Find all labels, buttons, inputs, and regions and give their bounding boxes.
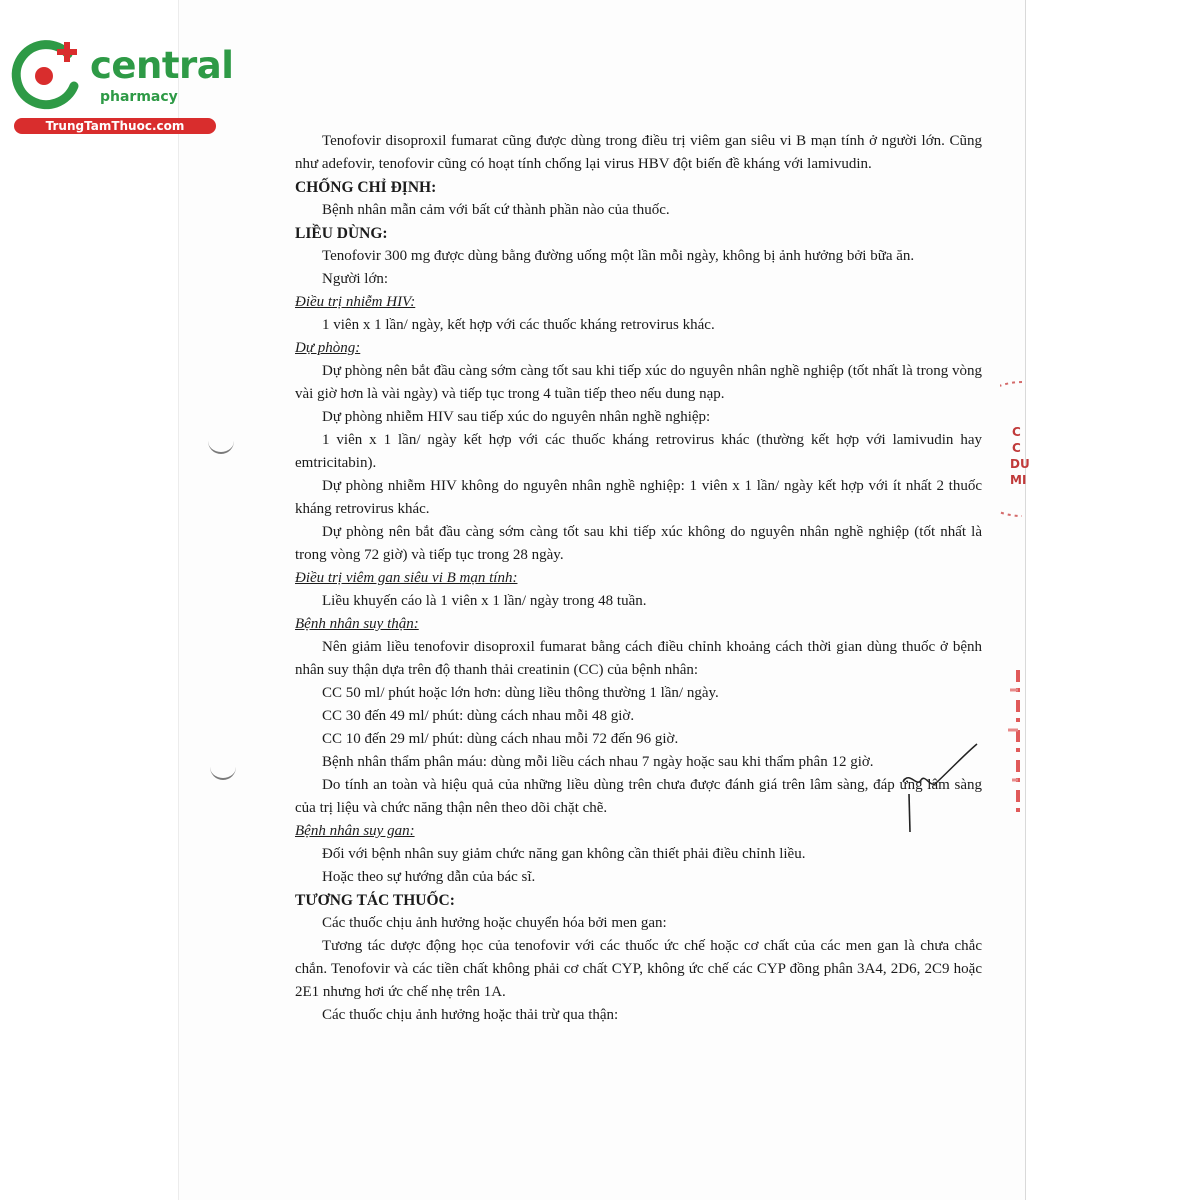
dosage-text: Tenofovir 300 mg được dùng bằng đường uống một lần mỗi ngày, không bị ảnh hưởng bởi bữa ăn.: [322, 248, 915, 264]
red-seal-edge-icon: [1004, 670, 1024, 820]
interactions-heading: TƯƠNG TÁC THUỐC:: [295, 892, 455, 909]
brand-subtitle: pharmacy: [100, 89, 178, 105]
hepatic-paragraph: Đối với bệnh nhân suy giảm chức năng gan không cần thiết phải điều chỉnh liều.: [322, 846, 806, 862]
renal-paragraph: Nên giảm liều tenofovir disoproxil fumarat bằng cách điều chỉnh khoảng cách thời gian dùng thuốc ở bệnh nhân suy thận dựa trên độ thanh thải creatinin (CC) của bệnh nhân:: [295, 639, 982, 678]
interactions-paragraph: Tương tác dược động học của tenofovir với các thuốc ức chế hoặc cơ chất của các men gan là chưa chắc chắn. Tenofovir và các tiền chất không phải cơ chất CYP, không ức chế các CYP đồng phân 3A4, 2D6, 2C9 hoặc 2E1 nhưng hơi ức chế nhẹ trên 1A.: [295, 938, 982, 1000]
hiv-treatment-subheading: Điều trị nhiễm HIV:: [295, 294, 416, 310]
stamp-letter: C: [1012, 441, 1021, 455]
renal-paragraph: CC 50 ml/ phút hoặc lớn hơn: dùng liều thông thường 1 lần/ ngày.: [322, 685, 719, 701]
stamp-mark: [1000, 380, 1030, 520]
dosage-heading: LIỀU DÙNG:: [295, 225, 388, 242]
brand-name: central: [90, 44, 234, 87]
hepatic-subheading: Bệnh nhân suy gan:: [295, 823, 415, 839]
contraindications-heading: CHỐNG CHỈ ĐỊNH:: [295, 179, 437, 196]
renal-paragraph: Do tính an toàn và hiệu quả của những liều dùng trên chưa được đánh giá trên lâm sàng, đáp ứng lâm sàng của trị liệu và chức năng thận nên theo dõi chặt chẽ.: [295, 777, 982, 816]
stamp-letter: C: [1012, 425, 1021, 439]
interactions-paragraph: Các thuốc chịu ảnh hưởng hoặc thải trừ qua thận:: [322, 1007, 619, 1023]
hepatic-paragraph: Hoặc theo sự hướng dẫn của bác sĩ.: [322, 869, 536, 885]
adults-label: Người lớn:: [322, 271, 389, 287]
renal-subheading: Bệnh nhân suy thận:: [295, 616, 419, 632]
document-body: [295, 130, 982, 1027]
prevention-paragraph: Dự phòng nên bắt đầu càng sớm càng tốt sau khi tiếp xúc do nguyên nhân nghề nghiệp (tốt nhất là trong vòng vài giờ hơn là vài ngày) và tiếp tục trong 4 tuần tiếp theo nếu dung nạp.: [295, 363, 982, 402]
site-badge[interactable]: TrungTamThuoc.com: [14, 118, 216, 134]
prevention-paragraph: Dự phòng nhiễm HIV không do nguyên nhân nghề nghiệp: 1 viên x 1 lần/ ngày kết hợp với ít nhất 2 thuốc kháng retrovirus khác.: [295, 478, 982, 517]
prevention-paragraph: Dự phòng nhiễm HIV sau tiếp xúc do nguyên nhân nghề nghiệp:: [322, 409, 711, 425]
contraindications-text: Bệnh nhân mẫn cảm với bất cứ thành phần nào của thuốc.: [322, 202, 670, 218]
interactions-paragraph: Các thuốc chịu ảnh hưởng hoặc chuyển hóa bởi men gan:: [322, 915, 667, 931]
stamp-letter: MI: [1010, 473, 1027, 487]
renal-paragraph: CC 10 đến 29 ml/ phút: dùng cách nhau mỗi 72 đến 96 giờ.: [322, 731, 679, 747]
prevention-paragraph: 1 viên x 1 lần/ ngày kết hợp với các thuốc kháng retrovirus khác (thường kết hợp với lamivudin hay emtricitabin).: [295, 432, 982, 471]
hiv-treatment-text: 1 viên x 1 lần/ ngày, kết hợp với các thuốc kháng retrovirus khác.: [322, 317, 715, 333]
central-pharmacy-logo[interactable]: [8, 36, 234, 136]
hbv-subheading: Điều trị viêm gan siêu vi B mạn tính:: [295, 570, 518, 586]
renal-paragraph: CC 30 đến 49 ml/ phút: dùng cách nhau mỗi 48 giờ.: [322, 708, 635, 724]
prevention-subheading: Dự phòng:: [295, 340, 361, 356]
renal-paragraph: Bệnh nhân thẩm phân máu: dùng mỗi liều cách nhau 7 ngày hoặc sau khi thẩm phân 12 giờ.: [322, 754, 874, 770]
prevention-paragraph: Dự phòng nên bắt đầu càng sớm càng tốt sau khi tiếp xúc không do nguyên nhân nghề nghiệp (tốt nhất là trong vòng 72 giờ) và tiếp tục trong 28 ngày.: [295, 524, 982, 563]
hbv-text: Liều khuyến cáo là 1 viên x 1 lần/ ngày trong 48 tuần.: [322, 593, 647, 609]
intro-paragraph: Tenofovir disoproxil fumarat cũng được dùng trong điều trị viêm gan siêu vi B mạn tính ở người lớn. Cũng như adefovir, tenofovir cũng có hoạt tính chống lại virus HBV đột biến đề kháng với lamivudin.: [295, 133, 982, 172]
logo-ring-icon: [8, 36, 88, 116]
stamp-letter: DU: [1010, 457, 1030, 471]
